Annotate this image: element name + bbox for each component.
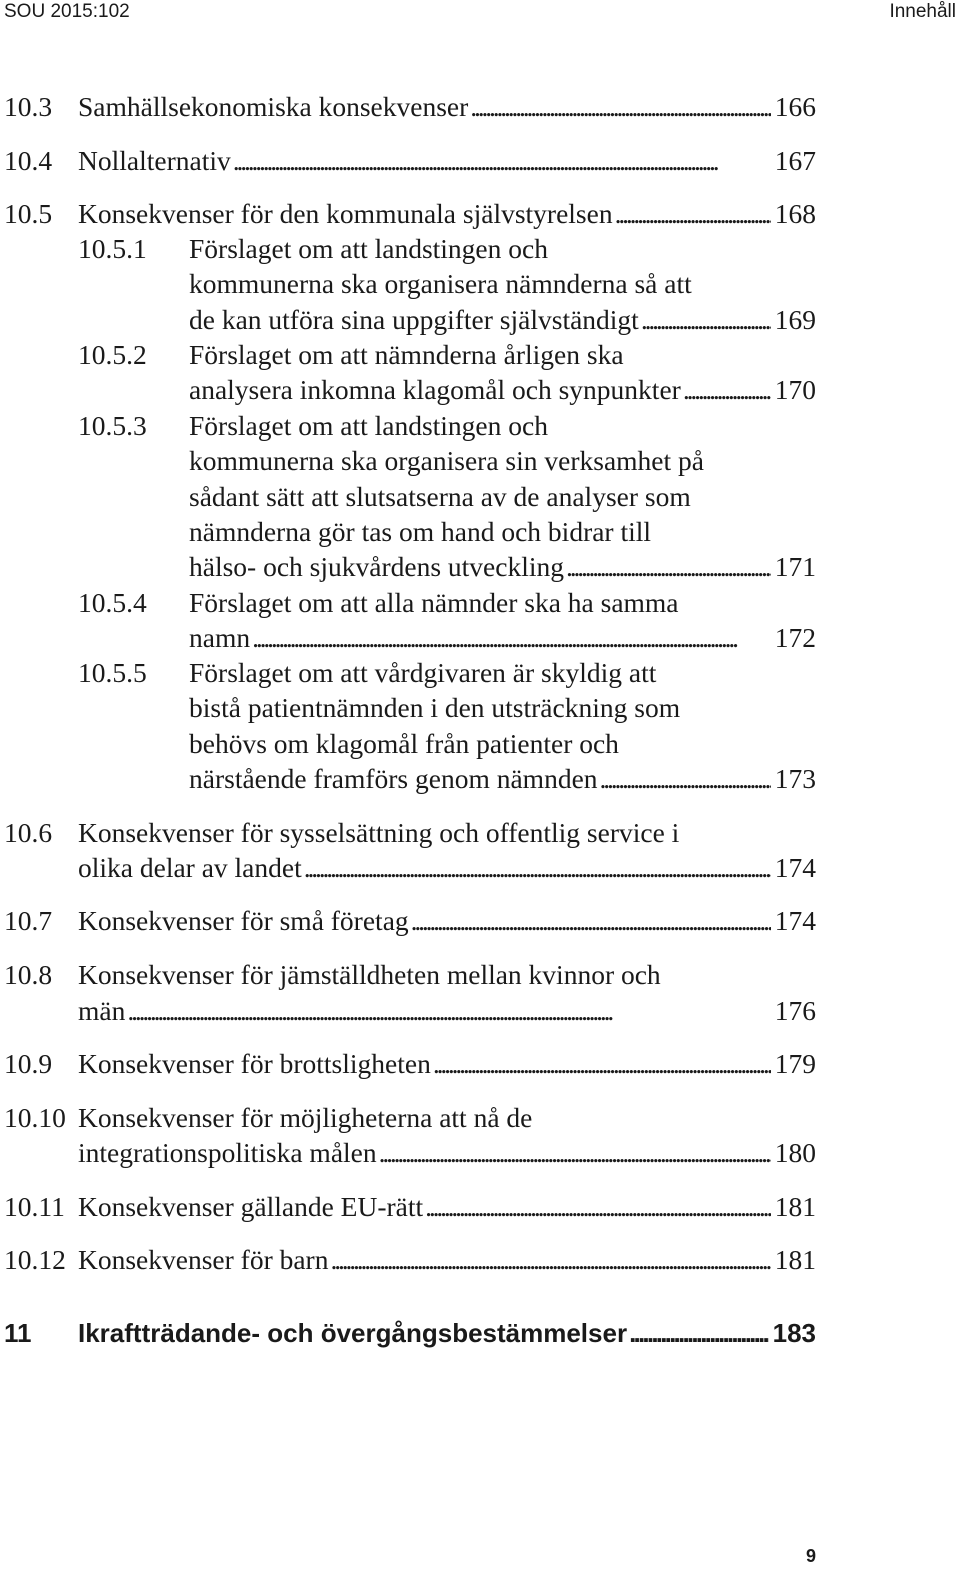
running-header (0, 0, 960, 26)
toc-entry-title: nämnderna gör tas om hand och bidrar till (189, 516, 652, 547)
toc-section-number: 10.5.2 (78, 339, 147, 370)
dot-leader (615, 196, 771, 232)
toc-entry-line (0, 337, 816, 373)
toc-entry-title: Ikraftträdande- och övergångsbestämmelser (78, 1318, 628, 1348)
dot-leader (433, 1046, 771, 1082)
toc-entry-line (0, 815, 816, 851)
toc-entry-line (0, 761, 816, 797)
toc-section-number: 10.3 (4, 91, 53, 122)
toc-entry-line (0, 1100, 816, 1136)
dot-leader (379, 1135, 771, 1171)
toc-entry-line (0, 690, 816, 726)
toc-entry-title: Förslaget om att vårdgivaren är skyldig att (189, 657, 657, 688)
toc-section-number: 10.12 (4, 1244, 66, 1275)
toc-entry-title: namn (189, 622, 251, 653)
toc-page-number: 168 (774, 198, 816, 229)
toc-entry-title: Förslaget om att nämnderna årligen ska (189, 339, 624, 370)
dot-leader (425, 1189, 771, 1225)
toc-section-number: 10.9 (4, 1048, 53, 1079)
toc-entry-line (0, 1046, 816, 1082)
toc-page-number: 179 (774, 1048, 816, 1079)
toc-entry-line (0, 585, 816, 621)
toc-entry-line (0, 957, 816, 993)
toc-entry-line (0, 266, 816, 302)
toc-section-number: 10.5.5 (78, 657, 147, 688)
toc-entry-title: bistå patientnämnden i den utsträckning som (189, 692, 681, 723)
toc-entry-title: Förslaget om att landstingen och (189, 410, 548, 441)
toc-entry-title: olika delar av landet (78, 852, 302, 883)
toc-section-number: 10.5.1 (78, 233, 147, 264)
toc-section-number: 10.8 (4, 959, 53, 990)
toc-section-number: 10.4 (4, 145, 53, 176)
toc-section-number: 10.10 (4, 1102, 66, 1133)
toc-entry-line (0, 302, 816, 338)
dot-leader (127, 993, 770, 1029)
toc-entry-title: män (78, 995, 126, 1026)
toc-entry-line (0, 408, 816, 444)
toc-entry-title: närstående framförs genom nämnden (189, 763, 598, 794)
toc-entry-title: Konsekvenser för brottsligheten (78, 1048, 431, 1079)
toc-entry-line (0, 620, 816, 656)
toc-entry-title: de kan utföra sina uppgifter självständigt (189, 304, 639, 335)
toc-entry-title: Konsekvenser för den kommunala självstyrelsen (78, 198, 613, 229)
toc-entry-line (0, 1135, 816, 1171)
toc-entry-title: Samhällsekonomiska konsekvenser (78, 91, 469, 122)
toc-entry-title: kommunerna ska organisera nämnderna så att (189, 268, 692, 299)
toc-page-number: 166 (774, 91, 816, 122)
toc-section-number: 10.5.3 (78, 410, 147, 441)
toc-page-number: 171 (774, 551, 816, 582)
toc-entry-line (0, 549, 816, 585)
toc-entry-title: kommunerna ska organisera sin verksamhet på (189, 445, 704, 476)
toc-section-number: 10.5.4 (78, 587, 147, 618)
toc-entry-title: analysera inkomna klagomål och synpunkter (189, 374, 681, 405)
toc-entry-title: sådant sätt att slutsatserna av de analyser som (189, 481, 691, 512)
dot-leader (330, 1242, 770, 1278)
dot-leader (252, 620, 771, 656)
toc-page-number: 174 (774, 852, 816, 883)
toc-page-number: 180 (774, 1137, 816, 1168)
toc-entry-title: Konsekvenser för möjligheterna att nå de (78, 1102, 533, 1133)
toc-section-number: 10.11 (4, 1191, 65, 1222)
toc-page-number: 167 (774, 145, 816, 176)
toc-entry-line (0, 443, 816, 479)
toc-page-number: 174 (774, 905, 816, 936)
toc-entry-line (0, 1189, 816, 1225)
toc-entry-title: Konsekvenser för jämställdheten mellan kvinnor och (78, 959, 661, 990)
dot-leader (470, 89, 770, 125)
toc-entry-line (0, 89, 816, 125)
toc-entry-title: Konsekvenser för små företag (78, 905, 409, 936)
toc-entry-title: Nollalternativ (78, 145, 231, 176)
dot-leader (683, 372, 771, 408)
toc-entry-line (0, 514, 816, 550)
toc-entry-title: Konsekvenser gällande EU-rätt (78, 1191, 424, 1222)
toc-entry-title: hälso- och sjukvårdens utveckling (189, 551, 564, 582)
toc-entry-line (0, 231, 816, 267)
toc-section-number: 10.6 (4, 817, 53, 848)
toc-section-number: 11 (4, 1318, 32, 1348)
toc-entry-title: integrationspolitiska målen (78, 1137, 377, 1168)
toc-entry-line (0, 1242, 816, 1278)
toc-entry-line (0, 143, 816, 179)
toc-page-number: 183 (772, 1318, 816, 1348)
page-number: 9 (805, 1546, 816, 1566)
toc-section-number: 10.5 (4, 198, 53, 229)
toc-entry-line (0, 1315, 816, 1351)
toc-page-number: 170 (774, 374, 816, 405)
dot-leader (629, 1315, 769, 1351)
dot-leader (600, 761, 771, 797)
section-name: Innehåll (889, 1, 956, 22)
toc-page-number: 169 (774, 304, 816, 335)
toc-entry-title: Konsekvenser för sysselsättning och offentlig service i (78, 817, 680, 848)
toc-entry-title: Förslaget om att landstingen och (189, 233, 548, 264)
toc-entry-title: Förslaget om att alla nämnder ska ha samma (189, 587, 679, 618)
toc-entry-line (0, 903, 816, 939)
toc-page-number: 173 (774, 763, 816, 794)
dot-leader (304, 850, 771, 886)
dot-leader (411, 903, 771, 939)
toc-page-number: 181 (774, 1191, 816, 1222)
toc-entry-line (0, 479, 816, 515)
toc-entry-line (0, 850, 816, 886)
toc-page-number: 181 (774, 1244, 816, 1275)
toc-page-number: 176 (774, 995, 816, 1026)
toc-section-number: 10.7 (4, 905, 53, 936)
dot-leader (233, 143, 771, 179)
report-id: SOU 2015:102 (4, 1, 130, 22)
toc-entry-line (0, 655, 816, 691)
toc-entry-line (0, 993, 816, 1029)
dot-leader (641, 302, 771, 338)
toc-entry-line (0, 196, 816, 232)
toc-entry-line (0, 372, 816, 408)
toc-page-number: 172 (774, 622, 816, 653)
dot-leader (566, 549, 771, 585)
toc-entry-line (0, 726, 816, 762)
toc-entry-title: Konsekvenser för barn (78, 1244, 329, 1275)
toc-entry-title: behövs om klagomål från patienter och (189, 728, 619, 759)
